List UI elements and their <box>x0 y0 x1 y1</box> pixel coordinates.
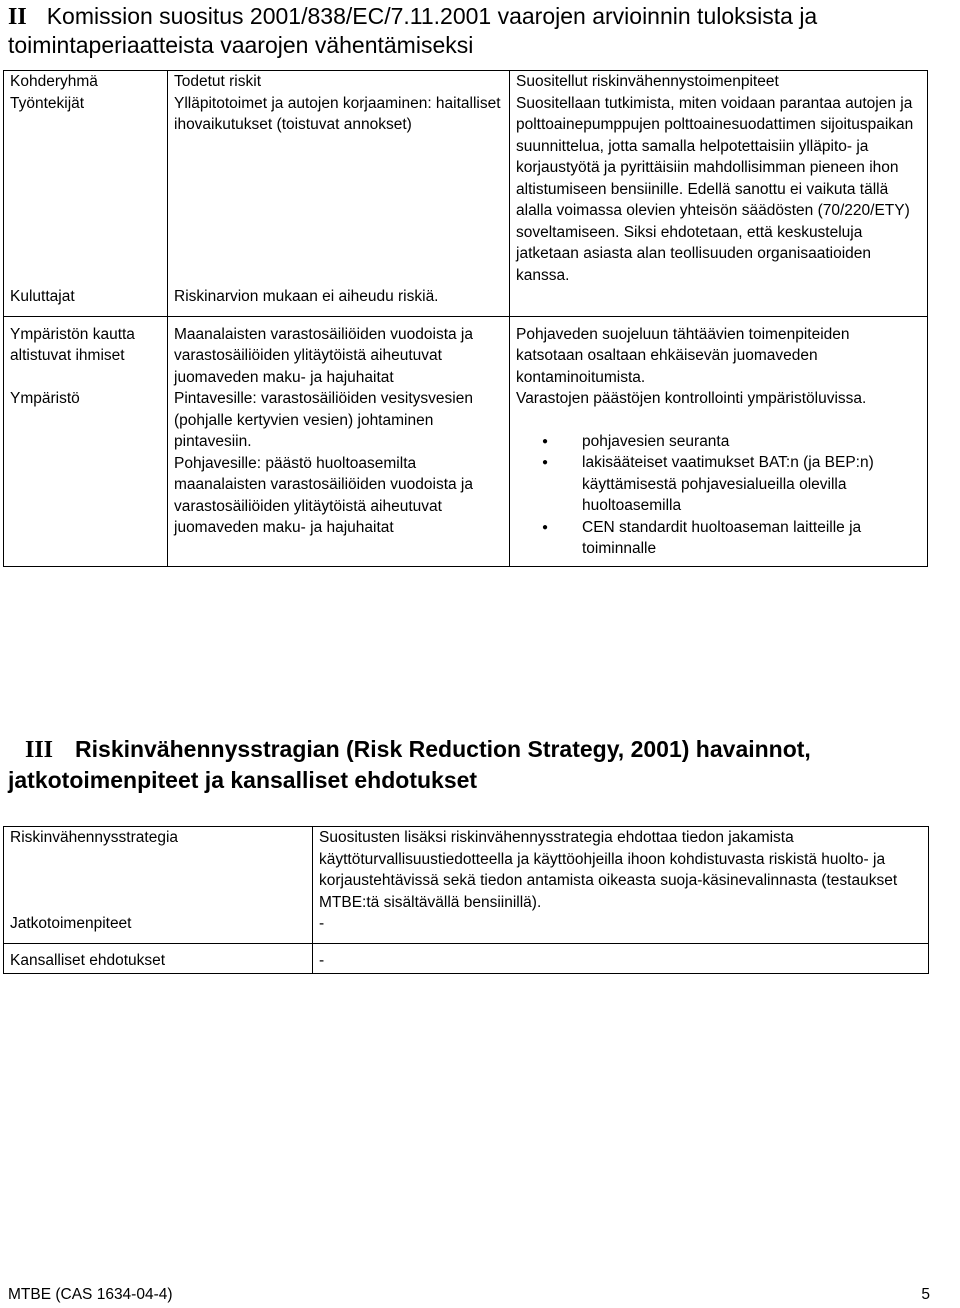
row-label: Jatkotoimenpiteet <box>4 913 313 943</box>
row-group: Kuluttajat <box>4 286 168 316</box>
footer-document-id: MTBE (CAS 1634-04-4) <box>8 1286 173 1303</box>
list-item: ● pohjavesien seuranta <box>516 431 921 453</box>
section-3-heading <box>8 734 960 795</box>
table-row <box>4 913 929 943</box>
row-measures: Pohjaveden suojeluun tähtäävien toimenpiteiden katsotaan osaltaan ehkäisevän juomaveden kontaminoitumista. <box>510 316 928 388</box>
section-2-heading <box>8 2 960 59</box>
table-row <box>4 943 929 974</box>
table-row <box>4 827 929 914</box>
row-risks: Ylläpitotoimet ja autojen korjaaminen: haitalliset ihovaikutukset (toistuvat annokset) <box>168 93 510 287</box>
strategy-table <box>3 826 929 974</box>
risk-recommendations-table <box>3 70 928 567</box>
measures-intro: Varastojen päästöjen kontrollointi ympäristöluvissa. <box>516 390 867 407</box>
list-item: ● lakisääteiset vaatimukset BAT:n (ja BEP:n) käyttämisestä pohjavesialueilla olevilla huoltoasemilla <box>516 452 921 517</box>
table-row <box>4 388 928 566</box>
row-risks: Maanalaisten varastosäiliöiden vuodoista ja varastosäiliöiden ylitäytöistä aiheutuvat juomaveden maku- ja hajuhaitat <box>168 316 510 388</box>
table-row <box>4 93 928 287</box>
measures-bullet-list <box>516 431 921 560</box>
row-measures <box>510 388 928 566</box>
row-label: Riskinvähennysstrategia <box>4 827 313 914</box>
row-group: Työntekijät <box>4 93 168 287</box>
risks-groundwater: Pohjavesille: päästö huoltoasemilta maanalaisten varastosäiliöiden vuodoista ja varastosäiliöiden ylitäytöistä aiheutuvat juomaveden maku- ja hajuhaitat <box>174 454 473 536</box>
row-risks <box>168 388 510 566</box>
row-measures <box>510 286 928 316</box>
table-header-row <box>4 71 928 93</box>
list-item: ● CEN standardit huoltoaseman laitteille ja toiminnalle <box>516 517 921 560</box>
footer-page-number: 5 <box>921 1286 930 1303</box>
row-value: - <box>313 943 929 974</box>
table-row <box>4 316 928 388</box>
header-target-group: Kohderyhmä <box>4 71 168 93</box>
row-value: - <box>313 913 929 943</box>
section-2-number: II <box>8 4 27 30</box>
header-recommended-measures: Suositellut riskinvähennystoimenpiteet <box>510 71 928 93</box>
row-measures: Suositellaan tutkimista, miten voidaan parantaa autojen ja polttoainepumppujen polttoainesuodattimen sijoituspaikan suunnittelua, jotta samalla helpotettaisiin ylläpito- ja korjaustyötä ja pyrittäisiin mahdollisimman pieneen ihon altistumiseen bensiinille. Edellä sanottu ei vaikuta tällä alalla voimassa olevien yhteisön säädösten (70/220/ETY) soveltamiseen. Siksi ehdotetaan, että keskusteluja jatketaan asiasta alan teollisuuden organisaatioiden kanssa. <box>510 93 928 287</box>
header-identified-risks: Todetut riskit <box>168 71 510 93</box>
section-3-number: III <box>25 737 54 763</box>
row-risks: Riskinarvion mukaan ei aiheudu riskiä. <box>168 286 510 316</box>
risks-surface-water: Pintavesille: varastosäiliöiden vesitysvesien (pohjalle kertyvien vesien) johtaminen pintavesiin. <box>174 390 473 450</box>
row-group: Ympäristö <box>4 388 168 566</box>
row-group: Ympäristön kautta altistuvat ihmiset <box>4 316 168 388</box>
row-value: Suositusten lisäksi riskinvähennysstrategia ehdottaa tiedon jakamista käyttöturvallisuustiedotteella ja käyttöohjeilla ihoon kohdistuvasta riskistä huolto- ja korjaustehtävissä sekä tiedon antamista oikeasta suoja-käsinevalinnasta (testaukset MTBE:tä sisältävällä bensiinillä). <box>313 827 929 914</box>
section-3-title: Riskinvähennysstragian (Risk Reduction Strategy, 2001) havainnot, jatkotoimenpiteet ja kansalliset ehdotukset <box>8 736 811 793</box>
row-label: Kansalliset ehdotukset <box>4 943 313 974</box>
table-row <box>4 286 928 316</box>
section-2-title: Komission suositus 2001/838/EC/7.11.2001 vaarojen arvioinnin tuloksista ja toimintaperiaatteista vaarojen vähentämiseksi <box>8 3 818 58</box>
